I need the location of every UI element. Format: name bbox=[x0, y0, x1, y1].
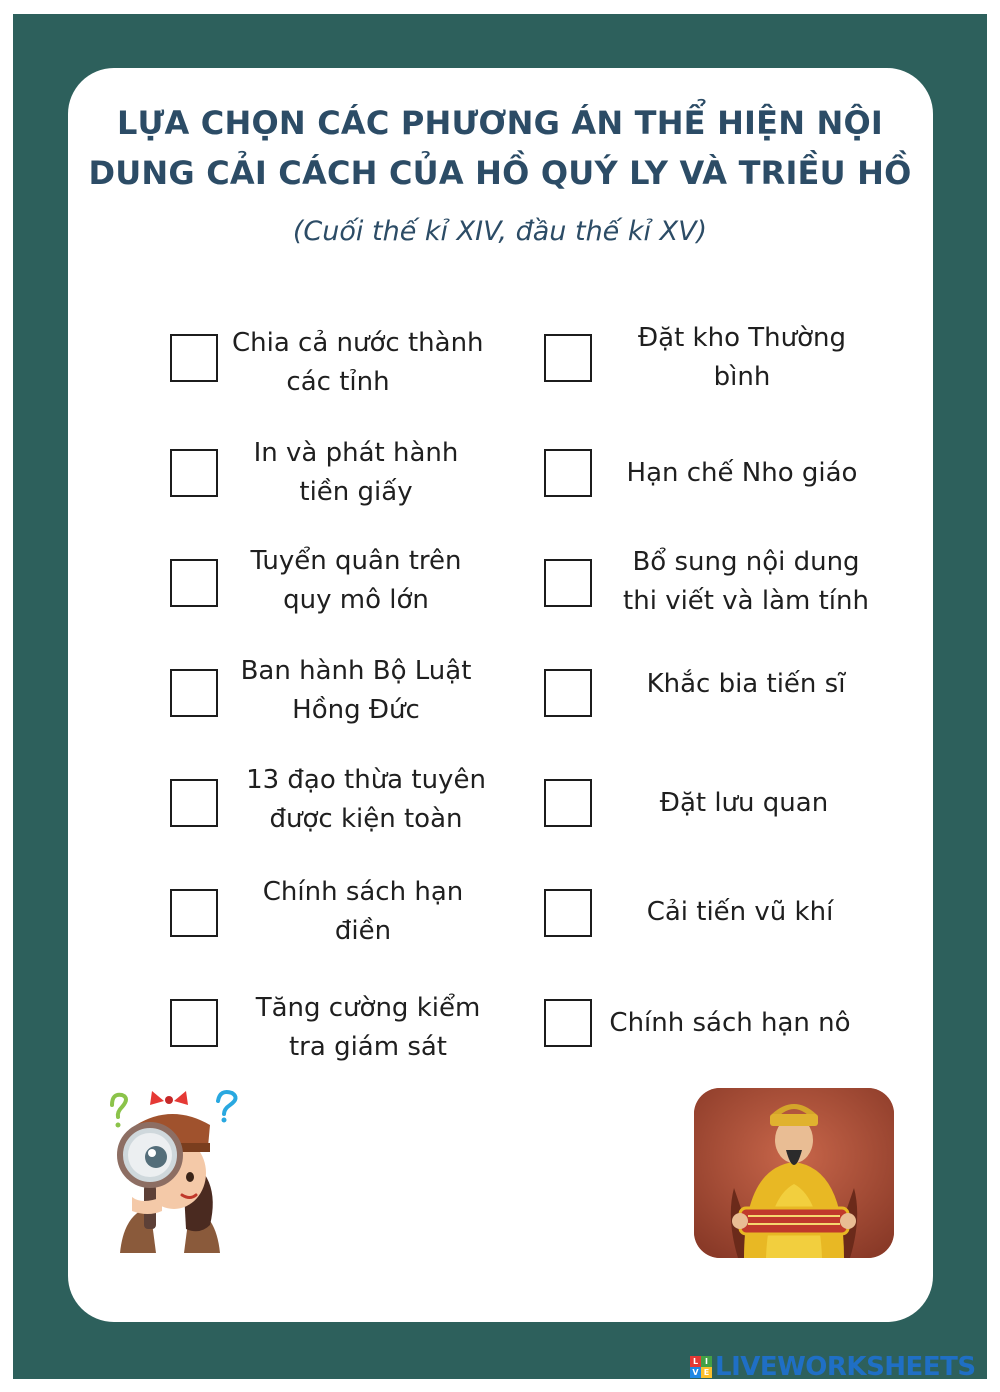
option-label: In và phát hành tiền giấy bbox=[253, 438, 459, 507]
detective-magnifier-icon bbox=[100, 1085, 240, 1255]
option-checkbox[interactable] bbox=[170, 669, 218, 717]
option-checkbox[interactable] bbox=[170, 999, 218, 1047]
option-checkbox[interactable] bbox=[544, 559, 592, 607]
option-label: Tăng cường kiểm tra giám sát bbox=[255, 993, 481, 1062]
title-line-1: LỰA CHỌN CÁC PHƯƠNG ÁN THỂ HIỆN NỘI bbox=[116, 104, 884, 142]
option-label: Ban hành Bộ Luật Hồng Đức bbox=[240, 656, 472, 725]
option-checkbox[interactable] bbox=[544, 449, 592, 497]
option-label: Chính sách hạn nô bbox=[609, 1008, 851, 1038]
option-label: Khắc bia tiến sĩ bbox=[646, 669, 846, 699]
option-checkbox[interactable] bbox=[170, 889, 218, 937]
option-checkbox[interactable] bbox=[170, 334, 218, 382]
option-label: Đặt lưu quan bbox=[659, 788, 829, 818]
option-label: Hạn chế Nho giáo bbox=[626, 458, 858, 488]
worksheet-title bbox=[0, 98, 1000, 198]
option-1 bbox=[170, 330, 545, 440]
option-checkbox[interactable] bbox=[170, 559, 218, 607]
option-6 bbox=[544, 547, 919, 665]
worksheet-subtitle: (Cuối thế kỉ XIV, đầu thế kỉ XV) bbox=[292, 216, 708, 247]
option-label: Bổ sung nội dung thi viết và làm tính bbox=[623, 547, 869, 616]
option-10 bbox=[544, 775, 919, 885]
option-label: Chính sách hạn điền bbox=[262, 877, 464, 946]
option-label: 13 đạo thừa tuyên được kiện toàn bbox=[246, 765, 486, 834]
option-label: Tuyển quân trên quy mô lớn bbox=[250, 546, 462, 615]
option-12 bbox=[544, 885, 919, 995]
option-3 bbox=[170, 438, 545, 555]
option-5 bbox=[170, 546, 545, 665]
option-checkbox[interactable] bbox=[170, 449, 218, 497]
watermark-text: LIVEWORKSHEETS bbox=[715, 1352, 976, 1382]
option-4 bbox=[544, 445, 919, 555]
option-checkbox[interactable] bbox=[544, 669, 592, 717]
option-2 bbox=[544, 323, 919, 440]
title-line-2: DUNG CẢI CÁCH CỦA HỒ QUÝ LY VÀ TRIỀU HỒ bbox=[88, 154, 912, 192]
option-9 bbox=[170, 765, 545, 885]
option-checkbox[interactable] bbox=[170, 779, 218, 827]
option-8 bbox=[544, 665, 919, 775]
option-checkbox[interactable] bbox=[544, 889, 592, 937]
option-checkbox[interactable] bbox=[544, 334, 592, 382]
king-portrait-icon bbox=[694, 1088, 894, 1258]
option-label: Chia cả nước thành các tỉnh bbox=[232, 328, 484, 397]
option-label: Đặt kho Thường bình bbox=[638, 323, 846, 392]
liveworksheets-logo-icon: L I V E bbox=[690, 1356, 712, 1378]
option-11 bbox=[170, 877, 545, 995]
option-7 bbox=[170, 656, 545, 775]
liveworksheets-watermark bbox=[690, 1352, 976, 1382]
option-label: Cải tiến vũ khí bbox=[646, 897, 834, 927]
option-checkbox[interactable] bbox=[544, 999, 592, 1047]
option-checkbox[interactable] bbox=[544, 779, 592, 827]
